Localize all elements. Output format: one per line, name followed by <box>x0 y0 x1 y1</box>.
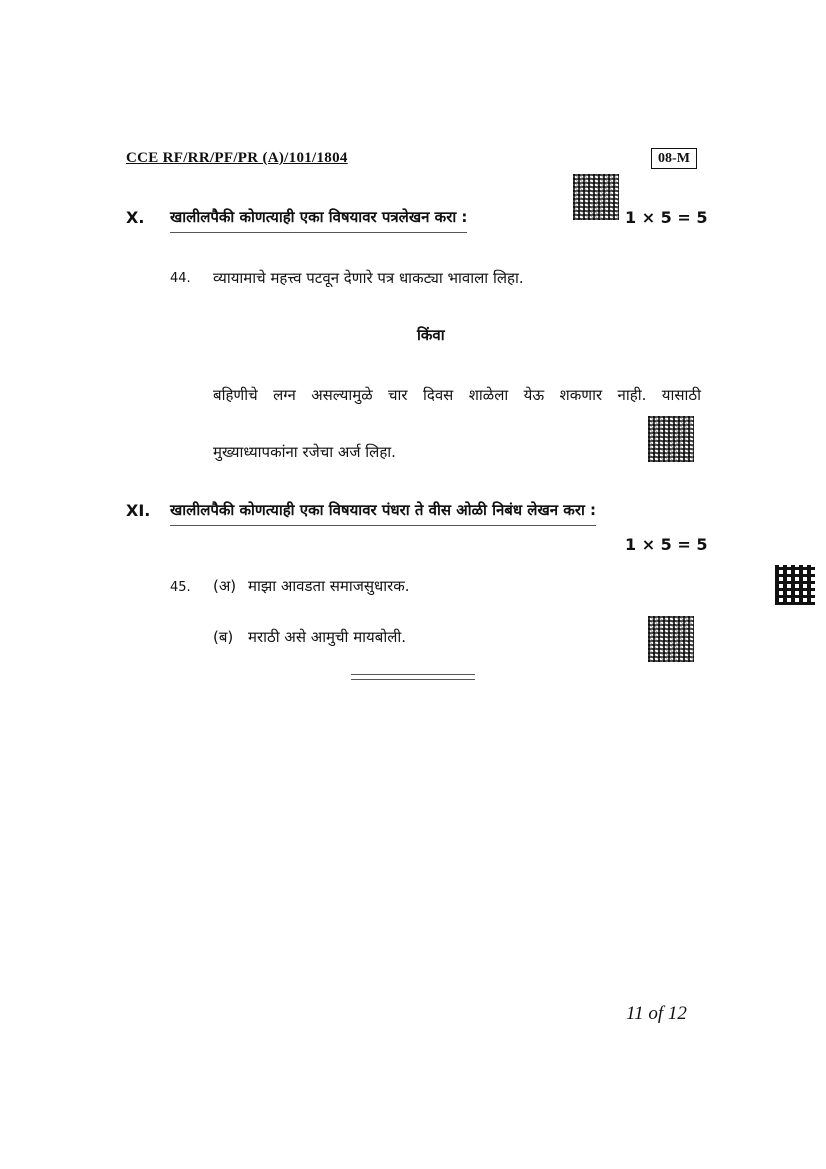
alternative-question-line: बहिणीचे लग्न असल्यामुळे चार दिवस शाळेला येऊ शकणार नाही. यासाठी <box>213 386 701 404</box>
qr-code-icon <box>775 565 815 605</box>
qr-code-icon <box>648 616 694 662</box>
option-label: (अ) <box>213 577 237 595</box>
qr-code-icon <box>573 174 619 220</box>
section-number: XI. <box>126 501 151 520</box>
or-label: किंवा <box>417 326 445 344</box>
section-number: X. <box>126 208 145 227</box>
qr-code-icon <box>648 416 694 462</box>
question-number: 44. <box>170 271 191 286</box>
paper-code-box: 08-M <box>651 148 697 169</box>
section-title: खालीलपैकी कोणत्याही एका विषयावर पत्रलेखन करा : <box>170 207 467 233</box>
alternative-question-line: मुख्याध्यापकांना रजेचा अर्ज लिहा. <box>213 443 396 461</box>
page-number: 11 of 12 <box>626 1003 687 1024</box>
exam-code: CCE RF/RR/PF/PR (A)/101/1804 <box>126 150 348 166</box>
option-text: मराठी असे आमुची मायबोली. <box>248 628 407 646</box>
option-label: (ब) <box>213 628 234 646</box>
end-divider <box>351 674 475 680</box>
section-marks: 1 × 5 = 5 <box>625 208 708 227</box>
question-number: 45. <box>170 580 191 595</box>
option-text: माझा आवडता समाजसुधारक. <box>248 577 410 595</box>
section-title: खालीलपैकी कोणत्याही एका विषयावर पंधरा ते वीस ओळी निबंध लेखन करा : <box>170 500 596 526</box>
question-text: व्यायामाचे महत्त्व पटवून देणारे पत्र धाकट्या भावाला लिहा. <box>213 269 524 287</box>
section-marks: 1 × 5 = 5 <box>625 535 708 554</box>
